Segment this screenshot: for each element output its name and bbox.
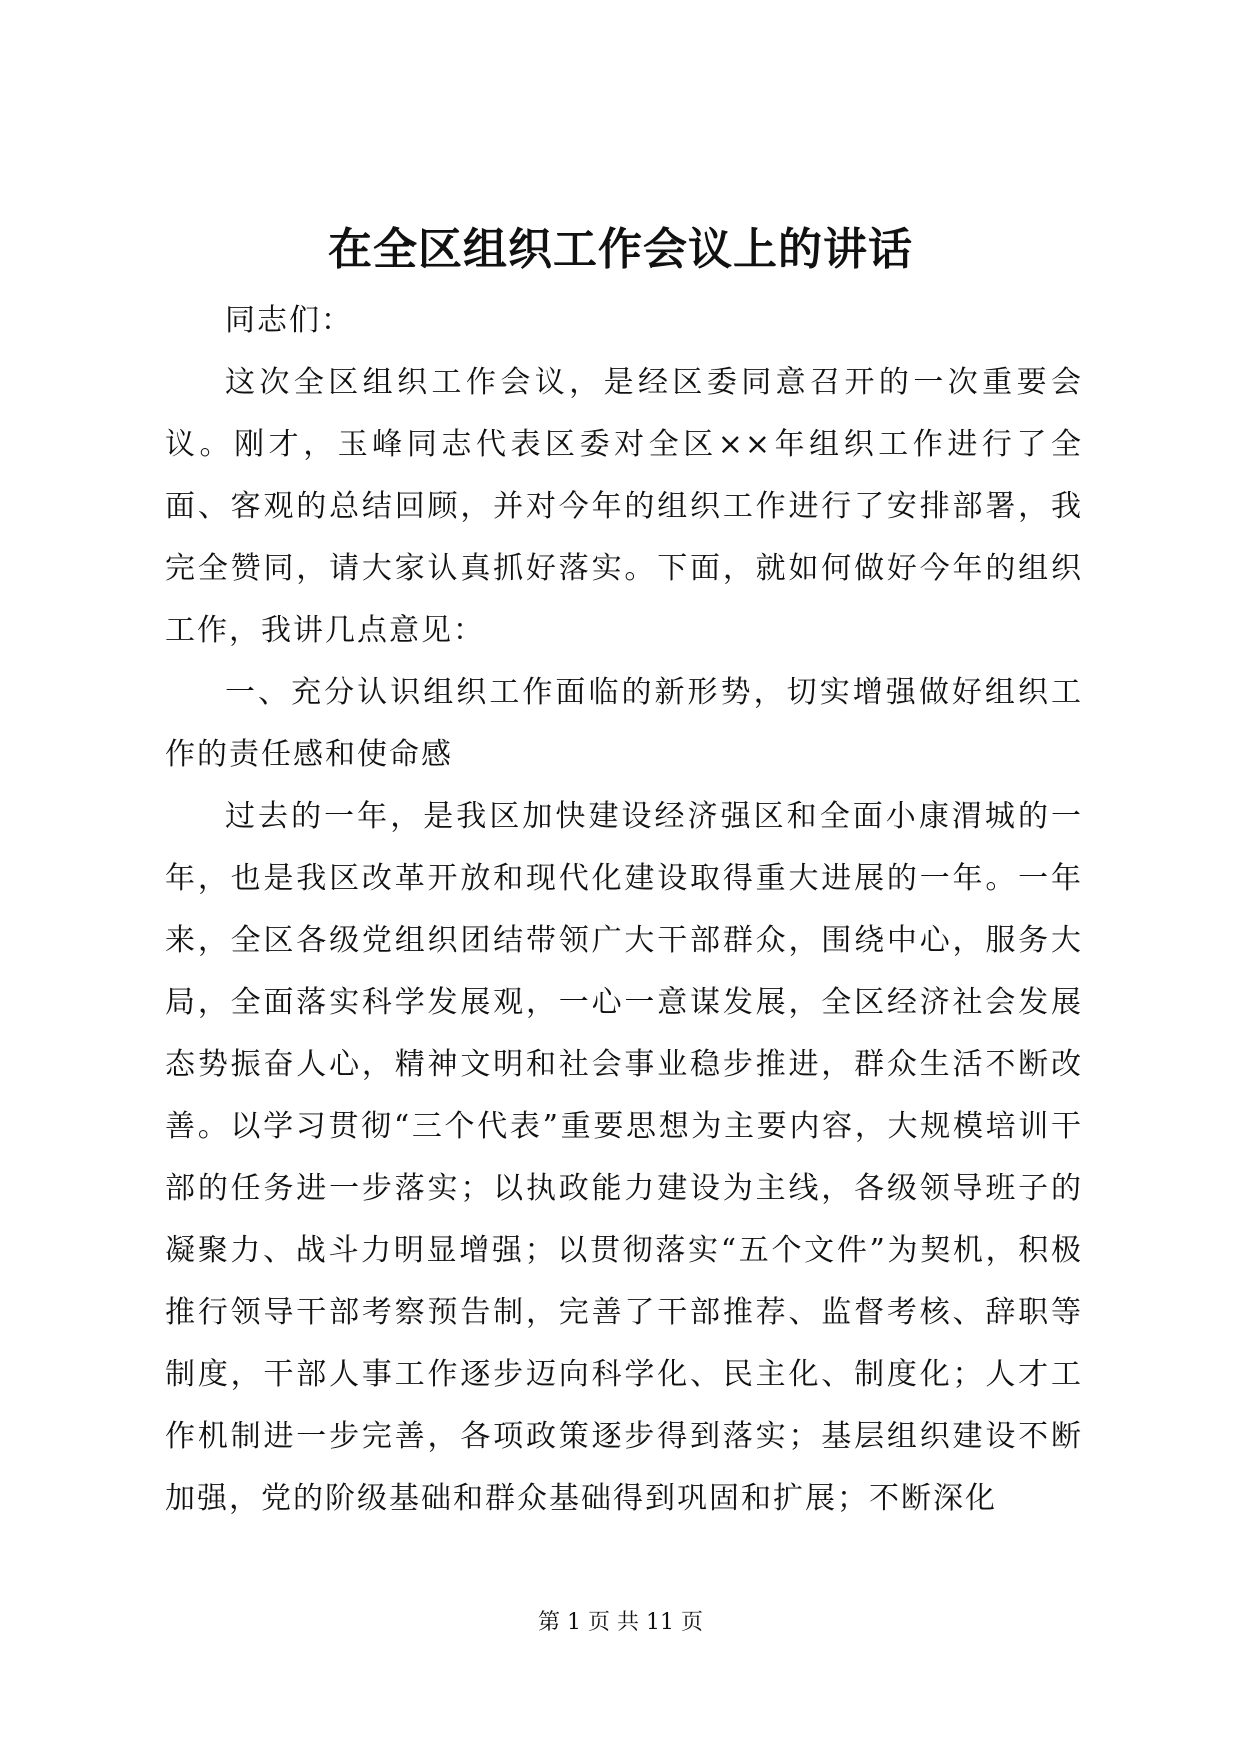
body-paragraph: 过去的一年，是我区加快建设经济强区和全面小康渭城的一年，也是我区改革开放和现代化建设取得重大进展的一年。一年来，全区各级党组织团结带领广大干部群众，围绕中心，服务大局，全面落实科学发展观，一心一意谋发展，全区经济社会发展态势振奋人心，精神文明和社会事业稳步推进，群众生活不断改善。以学习贯彻“三个代表”重要思想为主要内容，大规模培训干部的任务进一步落实；以执政能力建设为主线，各级领导班子的凝聚力、战斗力明显增强；以贯彻落实“五个文件”为契机，积极推行领导干部考察预告制，完善了干部推荐、监督考核、辞职等制度，干部人事工作逐步迈向科学化、民主化、制度化；人才工作机制进一步完善，各项政策逐步得到落实；基层组织建设不断加强，党的阶级基础和群众基础得到巩固和扩展；不断深化 (165, 799, 1083, 1516)
page-number-footer: 第 1 页 共 11 页 (538, 1610, 703, 1635)
section-heading-1: 一、充分认识组织工作面临的新形势，切实增强做好组织工作的责任感和使命感 (165, 675, 1083, 772)
intro-paragraph: 这次全区组织工作会议，是经区委同意召开的一次重要会议。刚才，玉峰同志代表区委对全区××年组织工作进行了全面、客观的总结回顾，并对今年的组织工作进行了安排部署，我完全赞同，请大家认真抓好落实。下面，就如何做好今年的组织工作，我讲几点意见： (165, 365, 1083, 648)
document-title: 在全区组织工作会议上的讲话 (328, 224, 913, 275)
document-body (165, 290, 1083, 1530)
salutation-paragraph: 同志们： (225, 303, 353, 338)
